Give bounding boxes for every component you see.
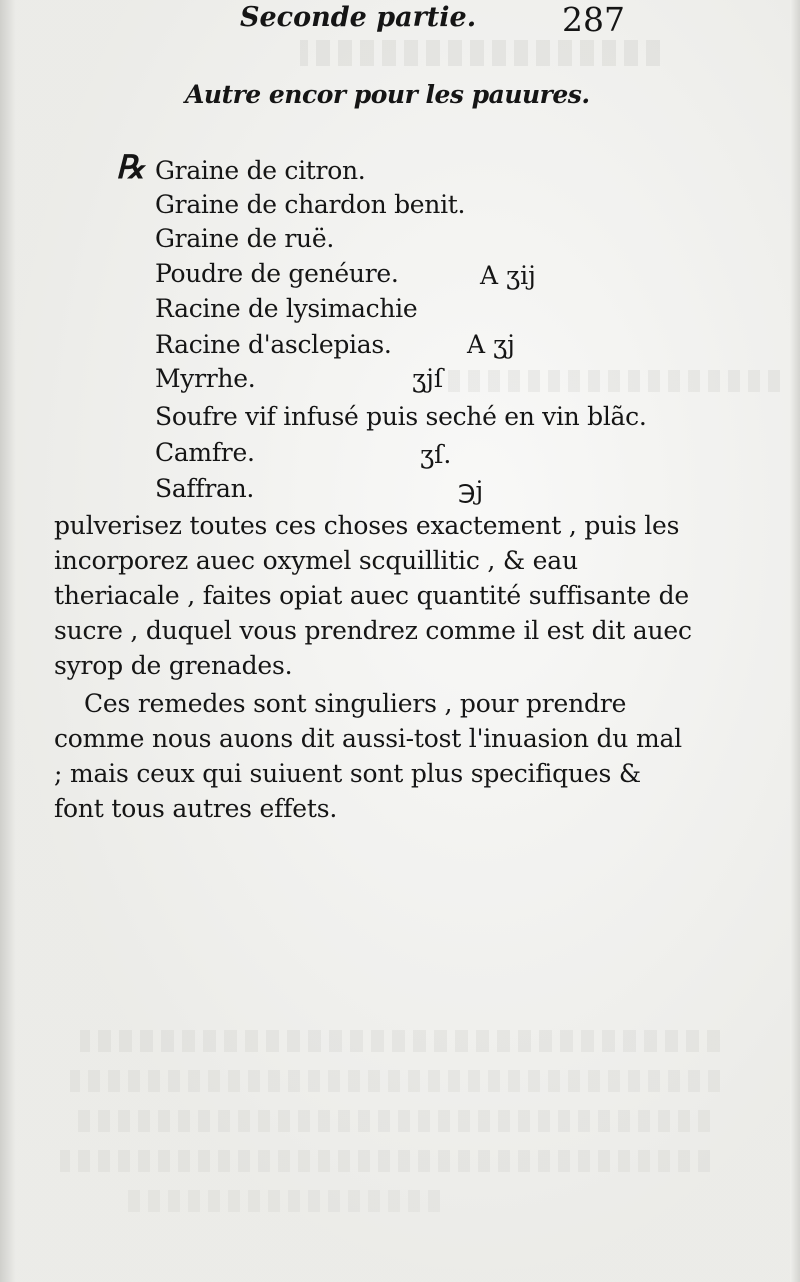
ingredient-line: Graine de chardon benit.: [155, 190, 466, 219]
bleed-through-texture: [70, 1070, 720, 1092]
ingredient-quantity: ʒjſ: [412, 364, 444, 393]
ingredient-line: Camfre.: [155, 438, 255, 467]
running-head: Seconde partie.: [240, 2, 477, 33]
bleed-through-texture: [440, 370, 780, 392]
ingredient-line: Racine de lysimachie: [155, 294, 418, 323]
bleed-through-texture: [70, 1110, 710, 1132]
section-title: Autre encor pour les pauures.: [185, 80, 590, 109]
ingredient-line: Saffran.: [155, 474, 255, 503]
ingredient-line: Graine de ruë.: [155, 224, 335, 253]
ingredient-quantity: ʒſ.: [420, 440, 452, 469]
bleed-through-texture: [80, 1030, 720, 1052]
ingredient-line: Poudre de genéure.: [155, 259, 399, 288]
ingredient-quantity: A ʒij: [480, 261, 536, 290]
page-number: 287: [562, 0, 625, 39]
bleed-through-texture: [120, 1190, 440, 1212]
paragraph-preparation: pulverisez toutes ces choses exactement , puis les incorporez auec oxymel scquillitic , & eau theriacale , faites opiat auec quantité suffisante de sucre , duquel vous prendrez comme il est dit auec syrop de grenades.: [54, 511, 692, 680]
paragraph-remarks: Ces remedes sont singuliers , pour prendre comme nous auons dit aussi-tost l'inuasion du mal ; mais ceux qui suiuent sont plus specifiques & font tous autres effets.: [54, 689, 682, 823]
page-edge-shadow: [790, 0, 800, 1282]
ingredient-line: Racine d'asclepias.: [155, 330, 392, 359]
recipe-symbol: ℞: [116, 148, 145, 186]
ingredient-line: Graine de citron.: [155, 156, 366, 185]
bleed-through-texture: [300, 40, 660, 66]
page-gutter-shadow: [0, 0, 16, 1282]
ingredient-line: Soufre vif infusé puis seché en vin blãc.: [155, 402, 647, 431]
bleed-through-texture: [60, 1150, 710, 1172]
ingredient-quantity: ℈j: [458, 476, 484, 505]
ingredient-quantity: A ʒj: [467, 330, 515, 359]
ingredient-line: Myrrhe.: [155, 364, 256, 393]
